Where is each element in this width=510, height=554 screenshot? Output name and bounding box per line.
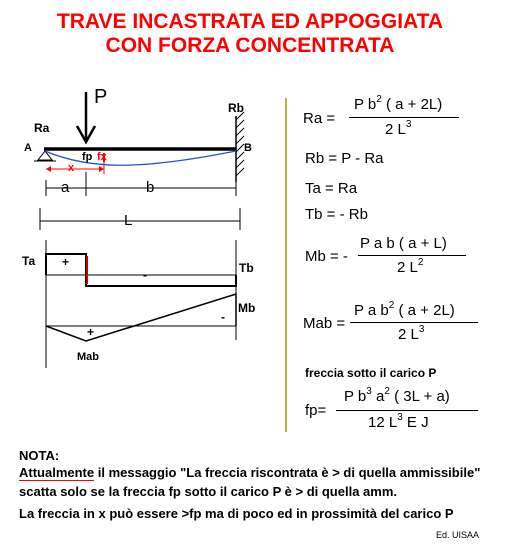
note-line-2: scatta solo se la freccia fp sotto il carico P è > di quella amm.: [19, 484, 397, 499]
mab-numerator: P a $b^2$ ( a + 2L): [354, 300, 455, 319]
mb-numerator: P a b ( a + L): [360, 235, 447, 252]
tb-formula: Tb = - Rb: [305, 206, 368, 223]
fp-lhs: fp=: [305, 402, 327, 419]
moment-diagram: [46, 294, 236, 341]
shear-minus: -: [143, 268, 147, 282]
mb-label: Mb: [238, 301, 256, 315]
ta-label: Ta: [22, 254, 36, 268]
mab-lhs: Mab =: [303, 315, 346, 332]
shear-diagram: [46, 254, 236, 286]
note-heading: NOTA:: [19, 448, 60, 463]
x-label: x: [68, 162, 75, 174]
mb-fraction-bar: [358, 255, 466, 256]
point-a-label: A: [24, 142, 32, 154]
title-line-2: CON FORZA CONCENTRATA: [105, 34, 395, 57]
wall-hatch-icon: [236, 112, 244, 176]
rb-formula: Rb = P - Ra: [305, 150, 384, 167]
fp-fraction-bar: [336, 410, 478, 411]
ra-numerator: P $b^2$ ( a + 2L): [354, 94, 443, 113]
b-label: b: [146, 179, 155, 196]
note-underlined: Attualmente: [19, 465, 95, 480]
ra-denominator: 2 $L^3$: [385, 119, 412, 138]
ra-label: Ra: [34, 121, 50, 135]
moment-plus: +: [87, 325, 95, 339]
moment-minus: -: [221, 310, 225, 324]
ra-lhs: Ra =: [303, 110, 336, 127]
tb-label: Tb: [239, 261, 254, 275]
divider-line: [285, 98, 287, 432]
freccia-label: freccia sotto il carico P: [305, 366, 437, 380]
mb-denominator: 2 $L^2$: [397, 257, 424, 276]
ra-fraction-bar: [349, 117, 459, 118]
rb-label: Rb: [228, 101, 244, 115]
credit: Ed. UISAA: [436, 530, 480, 540]
mab-fraction-bar: [350, 322, 478, 323]
fx-label: fx: [97, 151, 107, 163]
a-label: a: [61, 179, 70, 196]
mab-denominator: 2 $L^3$: [398, 324, 425, 343]
ta-formula: Ta = Ra: [305, 180, 358, 197]
fp-denominator: 12 $L^3$ E J: [368, 412, 429, 431]
note-line-3: La freccia in x può essere >fp ma di poco ed in prossimità del carico P: [19, 506, 454, 521]
mb-lhs: Mb = -: [305, 248, 348, 265]
L-label: L: [124, 212, 133, 229]
note-line-1: Attualmente il messaggio "La freccia riscontrata è > di quella ammissibile": [19, 465, 481, 480]
shear-plus: +: [62, 255, 70, 269]
fp-numerator: P $b^3$ $a^2$ ( 3L + a): [344, 386, 450, 405]
mab-label: Mab: [77, 351, 99, 363]
title-line-1: TRAVE INCASTRATA ED APPOGGIATA: [56, 10, 444, 33]
point-b-label: B: [244, 142, 252, 154]
force-label: P: [94, 86, 108, 108]
fp-label: fp: [82, 151, 93, 163]
